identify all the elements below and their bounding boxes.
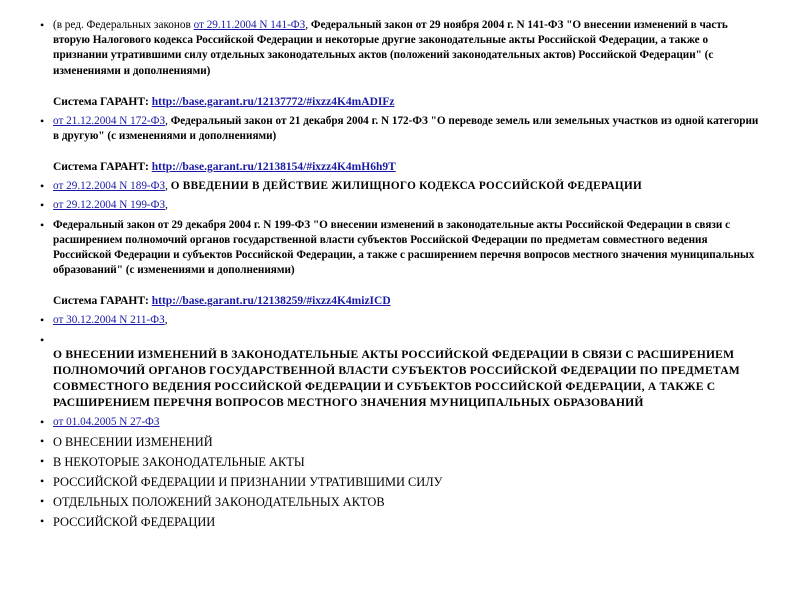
list-item	[40, 494, 760, 510]
list-item	[40, 333, 760, 411]
separator: ,	[165, 199, 168, 212]
law-list	[40, 18, 760, 534]
list-item	[40, 114, 760, 175]
garant-reference	[53, 95, 760, 110]
law-title: О ВВЕДЕНИИ В ДЕЙСТВИЕ ЖИЛИЩНОГО КОДЕКСА РОССИЙСКОЙ ФЕДЕРАЦИИ	[170, 180, 643, 193]
bullet: •	[40, 513, 45, 528]
bullet: •	[40, 179, 45, 194]
law-description: Федеральный закон от 29 ноября 2004 г. N 141-ФЗ "О внесении изменений в часть вторую Налогового кодекса Российской Федерации и некоторые другие законодательные акты Российской Федерации, а также о признании утратившими силу отдельных законодательных актов (положений законодательных актов) Российской Федерации" (с изменениями и дополнениями)	[53, 19, 728, 77]
bullet: •	[40, 198, 45, 213]
garant-label: Система ГАРАНТ:	[53, 95, 152, 108]
separator: ,	[164, 314, 168, 327]
law-title-line: ОТДЕЛЬНЫХ ПОЛОЖЕНИЙ ЗАКОНОДАТЕЛЬНЫХ АКТОВ	[53, 494, 385, 509]
list-item	[40, 198, 760, 213]
bullet: •	[40, 473, 45, 488]
bullet: •	[40, 113, 45, 128]
bullet: •	[40, 18, 45, 32]
separator: ,	[305, 19, 311, 31]
bullet: •	[40, 414, 45, 429]
bullet: •	[40, 313, 45, 328]
garant-label: Система ГАРАНТ:	[53, 295, 152, 308]
law-title-line: В НЕКОТОРЫЕ ЗАКОНОДАТЕЛЬНЫЕ АКТЫ	[53, 454, 305, 469]
law-link[interactable]: от 29.11.2004 N 141-ФЗ	[193, 19, 306, 31]
law-description: Федеральный закон от 29 декабря 2004 г. N 199-ФЗ "О внесении изменений в законодательные акты Российской Федерации в связи с расширением полномочий органов государственной власти субъектов Российской Федерации по предметам совместного ведения Российской Федерации и субъектов Российской Федерации, а также с расширением перечня вопросов местного значения муниципальных образований" (с изменениями и дополнениями)	[53, 218, 755, 277]
law-link[interactable]: от 29.12.2004 N 199-ФЗ	[53, 199, 166, 212]
bullet: •	[40, 332, 45, 347]
garant-link[interactable]: http://base.garant.ru/12138259/#ixzz4K4mizICD	[151, 295, 391, 308]
item-prefix: (в ред. Федеральных законов	[53, 19, 194, 31]
list-item	[40, 514, 760, 530]
bullet: •	[40, 433, 45, 448]
law-link[interactable]: от 01.04.2005 N 27-ФЗ	[53, 415, 160, 428]
bullet: •	[40, 453, 45, 468]
list-item	[40, 218, 760, 310]
garant-reference	[53, 294, 760, 309]
bullet: •	[40, 493, 45, 508]
list-item	[40, 313, 760, 328]
list-item	[40, 179, 760, 194]
law-link[interactable]: от 30.12.2004 N 211-ФЗ	[53, 314, 165, 327]
garant-link[interactable]: http://base.garant.ru/12137772/#ixzz4K4mADIFz	[151, 95, 395, 108]
law-link[interactable]: от 21.12.2004 N 172-ФЗ	[53, 114, 166, 127]
list-item	[40, 474, 760, 490]
garant-link[interactable]: http://base.garant.ru/12138154/#ixzz4K4mH6h9T	[151, 161, 396, 174]
garant-label: Система ГАРАНТ:	[53, 161, 152, 174]
law-link[interactable]: от 29.12.2004 N 189-ФЗ	[53, 180, 166, 193]
list-item	[40, 415, 760, 430]
law-title: О ВНЕСЕНИИ ИЗМЕНЕНИЙ В ЗАКОНОДАТЕЛЬНЫЕ АКТЫ РОССИЙСКОЙ ФЕДЕРАЦИИ В СВЯЗИ С РАСШИРЕНИЕМ ПОЛНОМОЧИЙ ОРГАНОВ ГОСУДАРСТВЕННОЙ ВЛАСТИ СУБЪЕКТОВ РОССИЙСКОЙ ФЕДЕРАЦИИ ПО ПРЕДМЕТАМ СОВМЕСТНОГО ВЕДЕНИЯ РОССИЙСКОЙ ФЕДЕРАЦИИ И СУБЪЕКТОВ РОССИЙСКОЙ ФЕДЕРАЦИИ, А ТАКЖЕ С РАСШИРЕНИЕМ ПЕРЕЧНЯ ВОПРОСОВ МЕСТНОГО ЗНАЧЕНИЯ МУНИЦИПАЛЬНЫХ ОБРАЗОВАНИЙ	[53, 347, 740, 409]
separator: ,	[165, 180, 171, 193]
law-title-line: РОССИЙСКОЙ ФЕДЕРАЦИИ	[53, 514, 216, 529]
garant-reference	[53, 160, 760, 175]
separator: ,	[165, 114, 171, 127]
list-item	[40, 454, 760, 470]
bullet: •	[40, 217, 45, 232]
law-title-line: О ВНЕСЕНИИ ИЗМЕНЕНИЙ	[53, 434, 213, 449]
list-item	[40, 434, 760, 450]
law-title-line: РОССИЙСКОЙ ФЕДЕРАЦИИ И ПРИЗНАНИИ УТРАТИВШИМИ СИЛУ	[53, 474, 443, 489]
law-description: Федеральный закон от 21 декабря 2004 г. N 172-ФЗ "О переводе земель или земельных участков из одной категории в другую" (с изменениями и дополнениями)	[53, 114, 759, 143]
list-item	[40, 18, 760, 110]
